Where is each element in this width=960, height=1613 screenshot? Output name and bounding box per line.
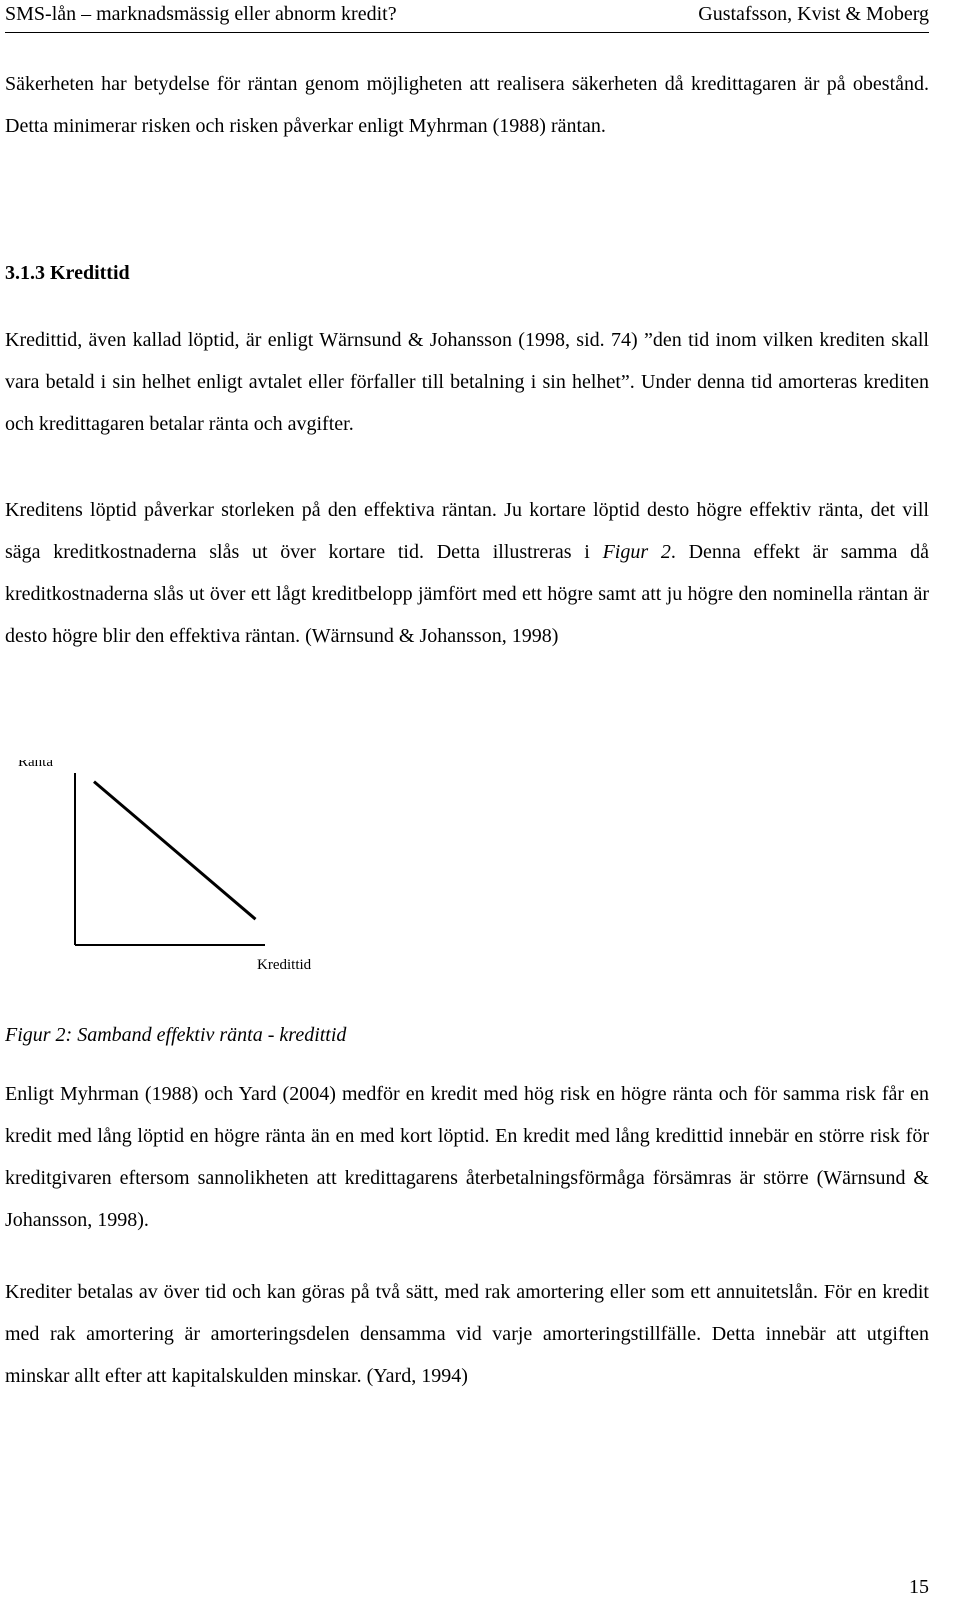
header-title: SMS-lån – marknadsmässig eller abnorm kredit? (5, 3, 397, 25)
page-header (5, 0, 929, 33)
paragraph-security: Säkerheten har betydelse för räntan genom möjligheten att realisera säkerheten då kredittagaren är på obestånd. Detta minimerar risken och risken påverkar enligt Myhrman (1988) räntan. (5, 73, 929, 137)
paragraph-amortization: Krediter betalas av över tid och kan göras på två sätt, med rak amortering eller som ett annuitetslån. För en kredit med rak amortering är amorteringsdelen densamma vid varje amorteringstillfälle. Detta innebär att utgiften minskar allt efter att kapitalskulden minskar. (Yard, 1994) (5, 1281, 929, 1387)
paragraph-term-effect (5, 489, 929, 657)
paragraph-term-effect-part2: . Denna effekt är samma då kreditkostnaderna slås ut över ett lågt kreditbelopp jämfört med ett högre samt att ju högre den nominella räntan är desto högre blir den effektiva räntan. (Wärnsund & Johansson, 1998) (5, 541, 930, 647)
y-axis-label: Ränta (18, 760, 53, 770)
figure-reference: Figur 2 (602, 541, 671, 563)
series-line-0 (94, 782, 256, 920)
section-heading: 3.1.3 Kredittid (5, 262, 130, 284)
paragraph-risk: Enligt Myhrman (1988) och Yard (2004) medför en kredit med hög risk en högre ränta och för samma risk får en kredit med lång löptid en högre ränta än en med kort löptid. En kredit med lång kredittid innebär en större risk för kreditgivaren eftersom sannolikheten att kredittagarens återbetalningsförmåga försämras är större (Wärnsund & Johansson, 1998). (5, 1083, 929, 1231)
page-number: 15 (909, 1576, 929, 1598)
chart-svg (0, 760, 400, 990)
x-axis-label: Kredittid (257, 957, 312, 973)
header-authors: Gustafsson, Kvist & Moberg (698, 3, 929, 25)
paragraph-term-effect-part1: Kreditens löptid påverkar storleken på den effektiva räntan. Ju kortare löptid desto högre effektiv ränta, det vill säga kreditkostnaderna slås ut över kortare tid. Detta illustreras i (5, 499, 929, 563)
figure-caption: Figur 2: Samband effektiv ränta - kredittid (5, 1024, 347, 1046)
figure-chart (0, 760, 400, 990)
paragraph-credit-term: Kredittid, även kallad löptid, är enligt Wärnsund & Johansson (1998, sid. 74) ”den tid inom vilken krediten skall vara betald i sin helhet enligt avtalet eller förfaller till betalning i sin helhet”. Under denna tid amorteras krediten och kredittagaren betalar ränta och avgifter. (5, 329, 929, 435)
